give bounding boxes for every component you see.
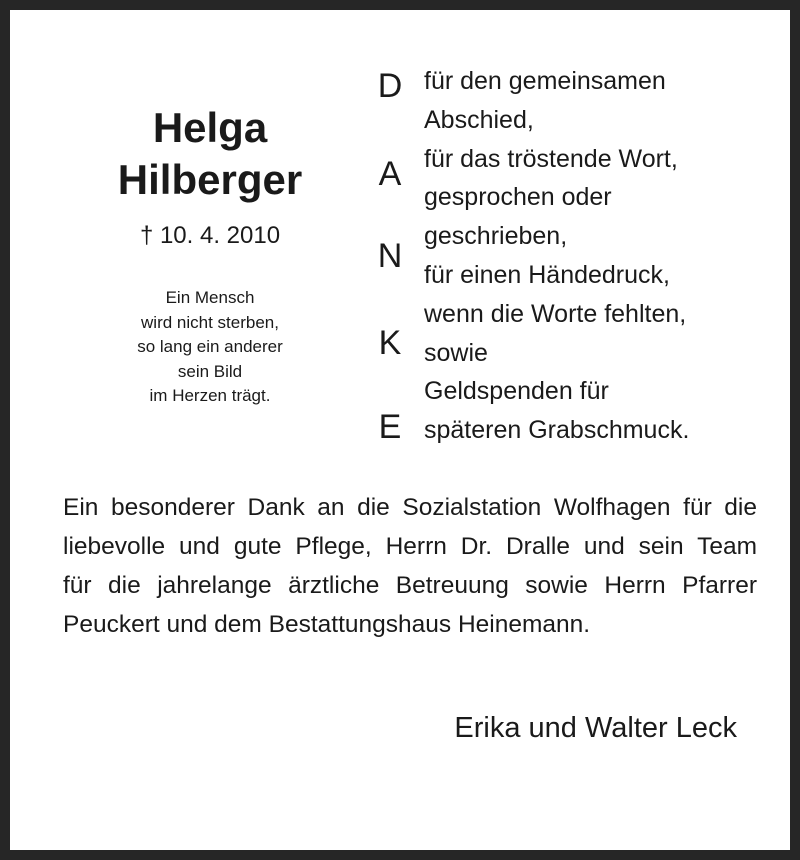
thanks-line: für einen Händedruck,: [424, 260, 670, 289]
danke-letter-d: D: [377, 67, 403, 105]
poem-line: wird nicht sterben,: [141, 312, 279, 332]
thanks-line: gesprochen oder: [424, 183, 612, 212]
danke-letter-n: N: [377, 237, 403, 275]
thanks-line: für das tröstende Wort,: [424, 144, 678, 173]
death-date: † 10. 4. 2010: [139, 222, 281, 249]
paragraph-line: liebevolle und gute Pflege, Herrn Dr. Dralle und sein Team: [63, 533, 757, 560]
special-thanks-paragraph: [63, 488, 757, 644]
thanks-line: für den gemeinsamen: [424, 67, 666, 95]
poem-line: sein Bild: [177, 361, 243, 381]
danke-letter-k: K: [378, 324, 402, 362]
thanks-line: geschrieben,: [424, 222, 568, 251]
thanks-line: späteren Grabschmuck.: [424, 416, 690, 445]
thanks-list: [424, 62, 689, 450]
memorial-poem: [70, 286, 350, 409]
thanks-line: Abschied,: [424, 105, 534, 134]
poem-line: Ein Mensch: [165, 288, 255, 307]
deceased-first-name: Helga: [152, 104, 268, 151]
thanks-line: Geldspenden für: [424, 377, 609, 406]
paragraph-line: Peuckert und dem Bestattungshaus Heinemann.: [63, 611, 591, 638]
paragraph-line: für die jahrelange ärztliche Betreuung sowie Herrn Pfarrer: [63, 572, 757, 599]
paragraph-line: Ein besonderer Dank an die Sozialstation Wolfhagen für die: [63, 494, 757, 521]
signature: Erika und Walter Leck: [454, 712, 737, 744]
thanks-line: wenn die Worte fehlten,: [424, 299, 687, 328]
thanks-line: sowie: [424, 338, 488, 367]
deceased-last-name: Hilberger: [117, 156, 303, 203]
poem-line: im Herzen trägt.: [149, 386, 271, 405]
danke-letter-a: A: [378, 155, 402, 193]
poem-line: so lang ein anderer: [137, 337, 283, 356]
danke-letter-e: E: [378, 408, 402, 446]
